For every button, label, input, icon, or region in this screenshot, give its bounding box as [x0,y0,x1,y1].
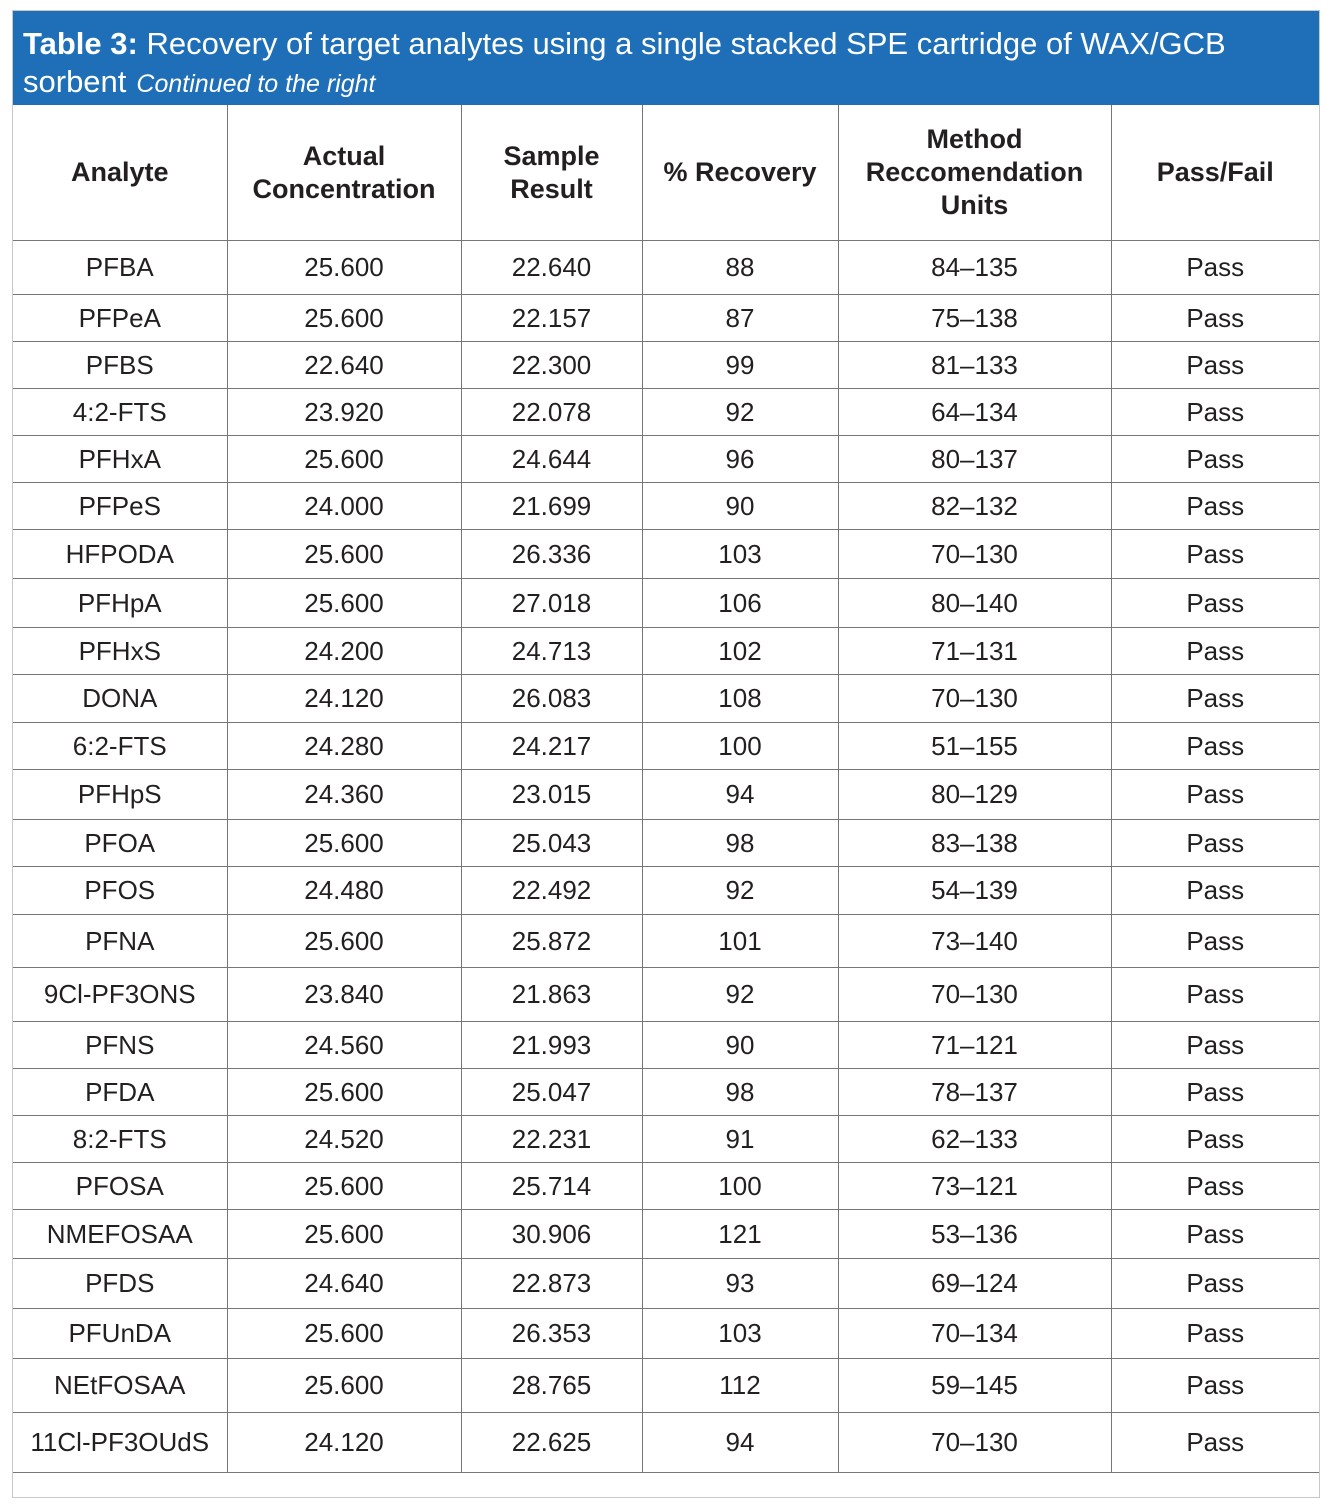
cell-actual-concentration: 25.600 [227,1069,461,1116]
table-row [13,1309,1319,1359]
table-row [13,1259,1319,1309]
cell-pass-fail: Pass [1111,1163,1319,1210]
table-row [13,1210,1319,1259]
cell-method-units: 64–134 [838,389,1111,436]
table-row [13,628,1319,675]
cell-analyte: 6:2-FTS [13,723,227,770]
cell-method-units: 83–138 [838,820,1111,867]
cell-sample-result: 21.699 [461,483,642,530]
cell-analyte: PFOA [13,820,227,867]
cell-actual-concentration: 25.600 [227,1210,461,1259]
table-row [13,820,1319,867]
cell-analyte: PFOS [13,867,227,915]
cell-sample-result: 23.015 [461,770,642,820]
table-row [13,675,1319,723]
cell-recovery: 108 [642,675,838,723]
header-pass-fail: Pass/Fail [1111,105,1319,241]
table-row [13,723,1319,770]
cell-analyte: PFDS [13,1259,227,1309]
cell-pass-fail: Pass [1111,1210,1319,1259]
cell-method-units: 81–133 [838,342,1111,389]
cell-recovery: 106 [642,579,838,628]
cell-actual-concentration: 25.600 [227,820,461,867]
header-actual-concentration: Actual Concentration [227,105,461,241]
cell-method-units: 71–131 [838,628,1111,675]
cell-recovery: 94 [642,1413,838,1473]
cell-pass-fail: Pass [1111,867,1319,915]
cell-recovery: 100 [642,1163,838,1210]
cell-method-units: 71–121 [838,1022,1111,1069]
cell-actual-concentration: 24.280 [227,723,461,770]
cell-method-units: 73–121 [838,1163,1111,1210]
table-row [13,342,1319,389]
table-row [13,389,1319,436]
cell-analyte: 9Cl-PF3ONS [13,968,227,1022]
cell-analyte: PFHxS [13,628,227,675]
table-label: Table 3: [23,26,138,61]
cell-pass-fail: Pass [1111,675,1319,723]
cell-pass-fail: Pass [1111,915,1319,968]
cell-pass-fail: Pass [1111,1116,1319,1163]
cell-pass-fail: Pass [1111,723,1319,770]
cell-pass-fail: Pass [1111,436,1319,483]
cell-sample-result: 22.492 [461,867,642,915]
cell-actual-concentration: 24.480 [227,867,461,915]
cell-pass-fail: Pass [1111,342,1319,389]
table-body [13,241,1319,1473]
cell-recovery: 94 [642,770,838,820]
cell-actual-concentration: 24.000 [227,483,461,530]
table-row [13,579,1319,628]
cell-sample-result: 22.078 [461,389,642,436]
cell-method-units: 84–135 [838,241,1111,295]
cell-method-units: 54–139 [838,867,1111,915]
cell-analyte: PFPeS [13,483,227,530]
cell-recovery: 96 [642,436,838,483]
cell-actual-concentration: 24.200 [227,628,461,675]
cell-recovery: 99 [642,342,838,389]
table-row [13,483,1319,530]
cell-sample-result: 24.644 [461,436,642,483]
table-row [13,968,1319,1022]
title-line-2 [23,63,1319,103]
table-row [13,1359,1319,1413]
table-title [13,11,1319,105]
cell-recovery: 92 [642,389,838,436]
cell-pass-fail: Pass [1111,1309,1319,1359]
cell-sample-result: 26.353 [461,1309,642,1359]
cell-analyte: PFHxA [13,436,227,483]
cell-actual-concentration: 24.520 [227,1116,461,1163]
cell-recovery: 102 [642,628,838,675]
cell-pass-fail: Pass [1111,968,1319,1022]
cell-recovery: 100 [642,723,838,770]
cell-actual-concentration: 25.600 [227,915,461,968]
cell-sample-result: 30.906 [461,1210,642,1259]
cell-method-units: 75–138 [838,295,1111,342]
cell-method-units: 78–137 [838,1069,1111,1116]
table-row [13,241,1319,295]
header-row [13,105,1319,241]
cell-analyte: NMEFOSAA [13,1210,227,1259]
cell-sample-result: 28.765 [461,1359,642,1413]
cell-recovery: 103 [642,1309,838,1359]
table-row [13,1069,1319,1116]
cell-method-units: 70–130 [838,675,1111,723]
cell-recovery: 103 [642,530,838,579]
cell-sample-result: 22.625 [461,1413,642,1473]
table-row [13,1116,1319,1163]
cell-recovery: 98 [642,820,838,867]
cell-analyte: DONA [13,675,227,723]
cell-analyte: 8:2-FTS [13,1116,227,1163]
cell-sample-result: 25.872 [461,915,642,968]
cell-recovery: 112 [642,1359,838,1413]
cell-sample-result: 21.863 [461,968,642,1022]
cell-recovery: 90 [642,1022,838,1069]
cell-sample-result: 22.640 [461,241,642,295]
cell-sample-result: 22.157 [461,295,642,342]
table-frame [12,10,1320,1498]
cell-actual-concentration: 25.600 [227,1163,461,1210]
cell-analyte: PFOSA [13,1163,227,1210]
cell-pass-fail: Pass [1111,1359,1319,1413]
cell-recovery: 121 [642,1210,838,1259]
cell-method-units: 70–130 [838,530,1111,579]
continued-note: Continued to the right [136,70,376,98]
cell-analyte: PFNS [13,1022,227,1069]
cell-recovery: 87 [642,295,838,342]
cell-analyte: PFDA [13,1069,227,1116]
cell-recovery: 91 [642,1116,838,1163]
cell-method-units: 80–137 [838,436,1111,483]
cell-recovery: 90 [642,483,838,530]
cell-method-units: 59–145 [838,1359,1111,1413]
cell-actual-concentration: 24.120 [227,1413,461,1473]
cell-sample-result: 27.018 [461,579,642,628]
cell-pass-fail: Pass [1111,1259,1319,1309]
cell-method-units: 70–134 [838,1309,1111,1359]
cell-recovery: 101 [642,915,838,968]
header-analyte: Analyte [13,105,227,241]
cell-sample-result: 22.300 [461,342,642,389]
title-text: Recovery of target analytes using a single stacked SPE cartridge of WAX/GCB [146,26,1226,61]
cell-pass-fail: Pass [1111,770,1319,820]
cell-sample-result: 25.043 [461,820,642,867]
cell-analyte: PFBA [13,241,227,295]
header-sample-result: Sample Result [461,105,642,241]
cell-pass-fail: Pass [1111,389,1319,436]
cell-analyte: PFUnDA [13,1309,227,1359]
cell-actual-concentration: 24.360 [227,770,461,820]
cell-analyte: PFPeA [13,295,227,342]
title-line-1 [23,25,1319,63]
cell-analyte: PFNA [13,915,227,968]
cell-actual-concentration: 22.640 [227,342,461,389]
cell-sample-result: 22.873 [461,1259,642,1309]
cell-sample-result: 24.713 [461,628,642,675]
cell-recovery: 98 [642,1069,838,1116]
cell-sample-result: 26.336 [461,530,642,579]
cell-method-units: 80–129 [838,770,1111,820]
cell-actual-concentration: 23.840 [227,968,461,1022]
cell-method-units: 80–140 [838,579,1111,628]
table-row [13,867,1319,915]
cell-analyte: PFBS [13,342,227,389]
cell-actual-concentration: 25.600 [227,436,461,483]
cell-analyte: 11Cl-PF3OUdS [13,1413,227,1473]
cell-actual-concentration: 24.560 [227,1022,461,1069]
cell-actual-concentration: 23.920 [227,389,461,436]
cell-sample-result: 24.217 [461,723,642,770]
cell-method-units: 82–132 [838,483,1111,530]
cell-pass-fail: Pass [1111,1413,1319,1473]
cell-pass-fail: Pass [1111,483,1319,530]
table-row [13,770,1319,820]
cell-method-units: 53–136 [838,1210,1111,1259]
cell-method-units: 51–155 [838,723,1111,770]
cell-actual-concentration: 24.120 [227,675,461,723]
cell-pass-fail: Pass [1111,1069,1319,1116]
cell-analyte: 4:2-FTS [13,389,227,436]
header-method-units: Method Reccomendation Units [838,105,1111,241]
cell-method-units: 69–124 [838,1259,1111,1309]
table-row [13,530,1319,579]
cell-method-units: 70–130 [838,968,1111,1022]
cell-sample-result: 25.714 [461,1163,642,1210]
table-row [13,1022,1319,1069]
cell-pass-fail: Pass [1111,295,1319,342]
header-recovery: % Recovery [642,105,838,241]
cell-pass-fail: Pass [1111,241,1319,295]
table-row [13,295,1319,342]
cell-analyte: HFPODA [13,530,227,579]
cell-pass-fail: Pass [1111,628,1319,675]
cell-actual-concentration: 25.600 [227,241,461,295]
cell-actual-concentration: 25.600 [227,295,461,342]
cell-method-units: 73–140 [838,915,1111,968]
cell-method-units: 62–133 [838,1116,1111,1163]
title-text-cont: sorbent [23,64,127,99]
recovery-table [13,105,1319,1473]
cell-sample-result: 22.231 [461,1116,642,1163]
table-row [13,1163,1319,1210]
cell-actual-concentration: 25.600 [227,530,461,579]
cell-recovery: 88 [642,241,838,295]
table-row [13,436,1319,483]
cell-recovery: 93 [642,1259,838,1309]
cell-pass-fail: Pass [1111,1022,1319,1069]
cell-analyte: NEtFOSAA [13,1359,227,1413]
table-row [13,1413,1319,1473]
cell-recovery: 92 [642,968,838,1022]
cell-pass-fail: Pass [1111,530,1319,579]
cell-pass-fail: Pass [1111,820,1319,867]
cell-actual-concentration: 25.600 [227,1309,461,1359]
cell-actual-concentration: 24.640 [227,1259,461,1309]
cell-sample-result: 21.993 [461,1022,642,1069]
cell-actual-concentration: 25.600 [227,579,461,628]
table-row [13,915,1319,968]
cell-analyte: PFHpA [13,579,227,628]
cell-sample-result: 25.047 [461,1069,642,1116]
cell-actual-concentration: 25.600 [227,1359,461,1413]
cell-sample-result: 26.083 [461,675,642,723]
cell-method-units: 70–130 [838,1413,1111,1473]
cell-analyte: PFHpS [13,770,227,820]
cell-pass-fail: Pass [1111,579,1319,628]
cell-recovery: 92 [642,867,838,915]
